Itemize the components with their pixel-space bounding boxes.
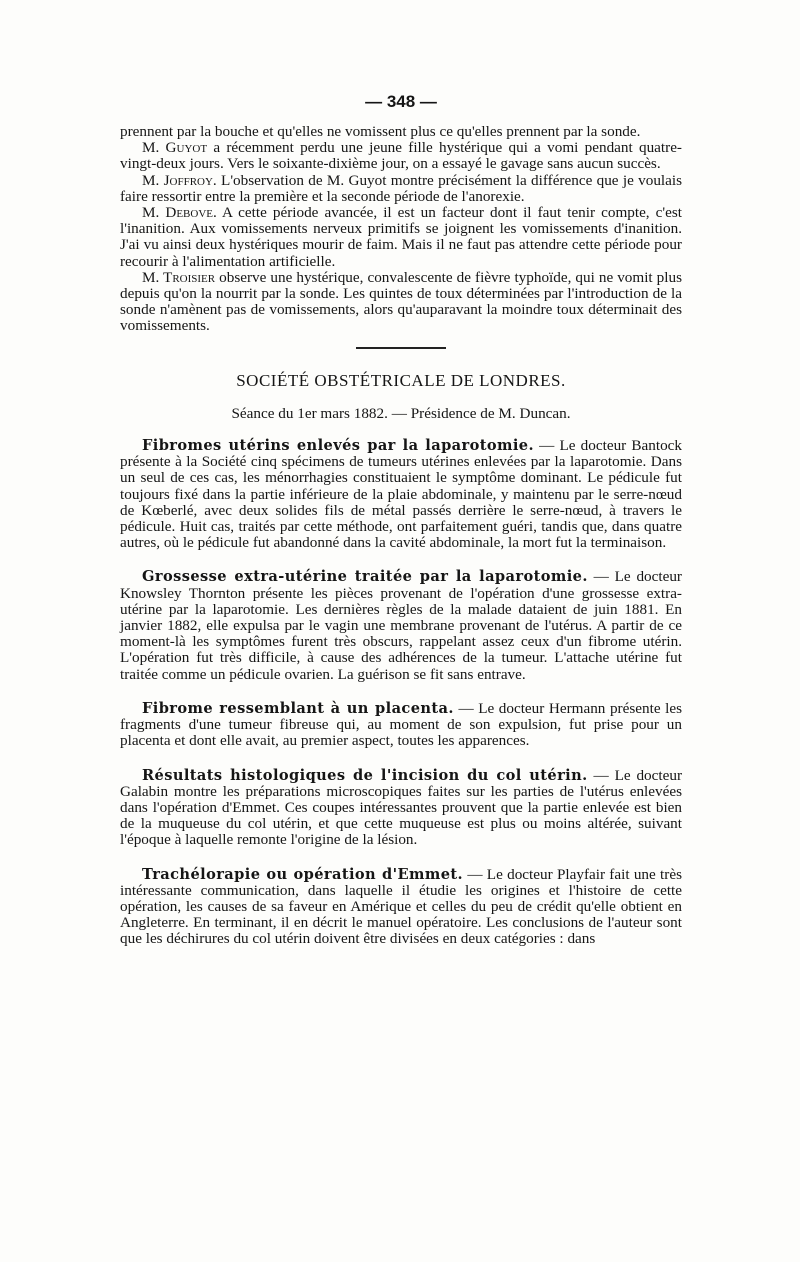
article xyxy=(120,701,682,750)
paragraph-text: L'observation de M. Guyot montre précisément la différence que je voulais faire ressortir entre la première et la seconde période de l'anorexie. xyxy=(120,171,682,205)
article-text: — Le docteur Playfair fait une très intéressante communication, dans laquelle il étudie les origines et l'histoire de cette opération, les causes de sa faveur en Amérique et celles du peu de crédit qu'elle obtient en Angleterre. En terminant, il en décrit le manuel opératoire. Les conclusions de l'auteur sont que les déchirures du col utérin doivent être divisées en deux catégories : dans xyxy=(120,865,682,948)
session-line: Séance du 1er mars 1882. — Présidence de M. Duncan. xyxy=(231,404,571,422)
speaker-name: M. Debove. xyxy=(142,204,217,222)
articles-section xyxy=(120,438,682,947)
speaker-name: M. Troisier xyxy=(142,268,216,286)
article-text: — Le docteur Galabin montre les préparations microscopiques faites sur les parties de l'utérus enlevées dans l'opération d'Emmet. Ces coupes intéressantes prouvent que la partie enlevée est bien de la muqueuse du col utérin, et que cette muqueuse est plus ou moins altérée, suivant l'époque à laquelle remonte l'origine de la lésion. xyxy=(120,766,683,849)
article-text: — Le docteur Bantock présente à la Société cinq spécimens de tumeurs utérines enlevées par la laparotomie. Dans un seul de ces cas, les ménorrhagies constituaient le symptôme dominant. Le pédicule fut toujours fixé dans la partie inférieure de la plaie abdominale, y maintenu par le serre-nœud de Kœberlé, avec deux solides fils de métal passés derrière le serre-nœud, à travers le pédicule. Huit cas, traités par cette méthode, ont parfaitement guéri, tandis que, dans quatre autres, où le pédicule fut abandonné dans la cavité abdominale, la mort fut la terminaison. xyxy=(120,437,683,552)
paragraph-text: prennent par la bouche et qu'elles ne vomissent plus ce qu'elles prennent par la sonde. xyxy=(120,123,641,140)
text-column xyxy=(120,92,682,948)
paragraph-text: a récemment perdu une jeune fille hystérique qui a vomi pendant quatre-vingt-deux jours. Vers le soixante-dixième jour, on a essayé le gavage sans aucun succès. xyxy=(120,139,682,173)
article xyxy=(120,768,682,849)
paragraph xyxy=(120,205,682,270)
article-title: Trachélorapie ou opération d'Emmet. xyxy=(142,865,464,883)
paragraph xyxy=(120,140,682,172)
page-number: — 348 — xyxy=(365,92,437,111)
paragraph-text: observe une hystérique, convalescente de fièvre typhoïde, qui ne vomit plus depuis qu'on la nourrit par la sonde. Les quintes de toux déterminées par l'introduction de la sonde n'amènent pas de vomissements, alors qu'auparavant la moindre toux déterminait des vomissements. xyxy=(120,268,682,335)
paragraph xyxy=(120,270,682,335)
paragraph xyxy=(120,173,682,205)
speaker-name: M. Guyot xyxy=(142,139,208,157)
article xyxy=(120,569,682,682)
article xyxy=(120,438,682,551)
speaker-name: M. Joffroy. xyxy=(142,171,217,189)
article-text: — Le docteur Hermann présente les fragments d'une tumeur fibreuse qui, au moment de son expulsion, fut prise pour un placenta et dont elle avait, au premier aspect, toutes les apparences. xyxy=(120,699,682,750)
society-heading: SOCIÉTÉ OBSTÉTRICALE DE LONDRES. xyxy=(236,370,566,390)
article-title: Fibrome ressemblant à un placenta. xyxy=(142,699,454,717)
section-divider xyxy=(356,347,446,349)
article-text: — Le docteur Knowsley Thornton présente les pièces provenant de l'opération d'une grossesse extra-utérine par la laparotomie. Les dernières règles de la malade dataient de juin 1881. En janvier 1882, elle expulsa par le vagin une membrane provenant de l'utérus. A partir de ce moment-là les symptômes furent très obscurs, rappelant assez ceux d'un fibrome utérin. L'opération fut très difficile, à cause des adhérences de la tumeur. L'attache utérine fut traitée comme un pédicule ovarien. La guérison se fit sans entrave. xyxy=(120,568,682,683)
article xyxy=(120,867,682,948)
article-title: Fibromes utérins enlevés par la laparotomie. xyxy=(142,437,534,455)
article-title: Grossesse extra-utérine traitée par la laparotomie. xyxy=(142,568,588,586)
discussion-section xyxy=(120,124,682,335)
paragraph xyxy=(120,124,682,140)
paragraph-text: A cette période avancée, il est un facteur dont il faut tenir compte, c'est l'inanition. Aux vomissements nerveux primitifs se joignent les vomissements d'inanition. J'ai vu ainsi deux hystériques mourir de faim. Mais il ne faut pas attendre cette période pour recourir à l'alimentation artificielle. xyxy=(120,204,682,270)
article-title: Résultats histologiques de l'incision du col utérin. xyxy=(142,766,588,784)
